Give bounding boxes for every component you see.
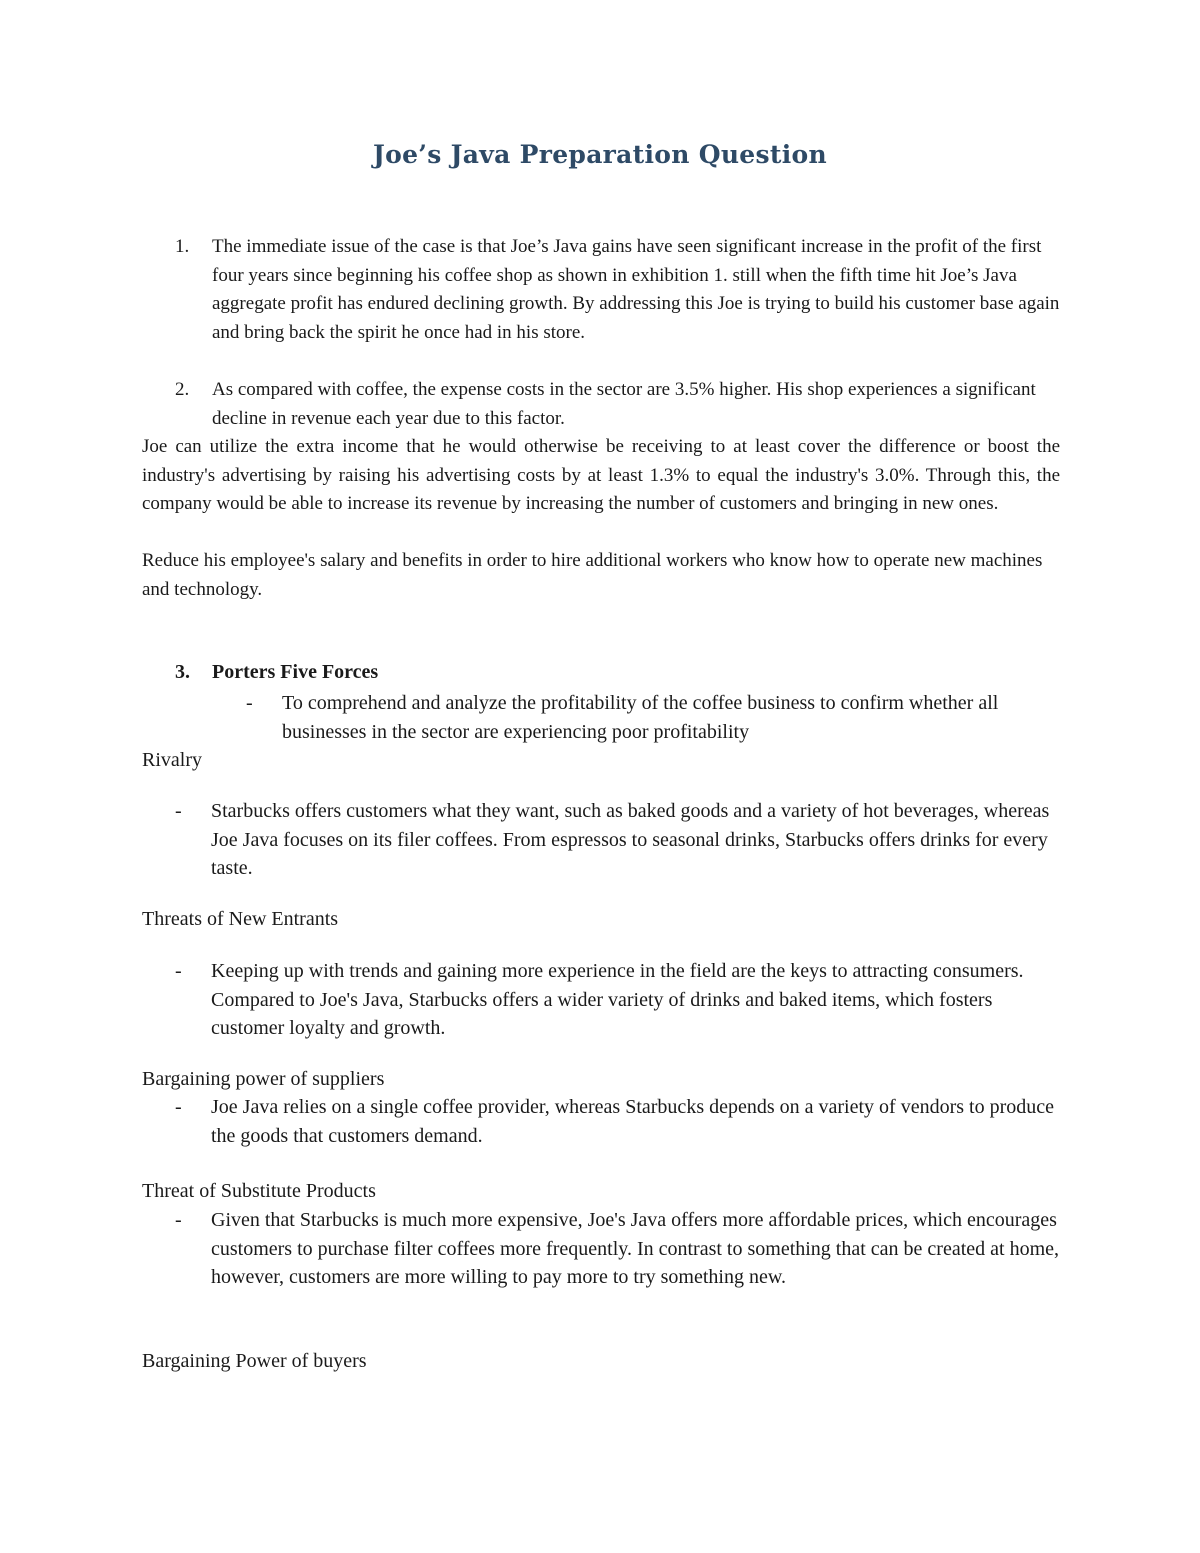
bullet-text: Keeping up with trends and gaining more experience in the field are the keys to attracting consumers. Compared to Joe's Java, Starbucks offers a wider variety of drinks and baked items, which fosters customer loyalty and growth.	[211, 960, 1024, 1040]
dash-marker: -	[175, 1096, 182, 1118]
suppliers-label: Bargaining power of suppliers	[142, 1068, 385, 1090]
dash-marker: -	[246, 692, 253, 714]
bullet-text: Starbucks offers customers what they want, such as baked goods and a variety of hot beverages, whereas Joe Java focuses on its filer coffees. From espressos to seasonal drinks, Starbucks offers drinks for every taste.	[211, 800, 1050, 880]
dash-marker: -	[175, 1209, 182, 1231]
rivalry-label: Rivalry	[142, 749, 202, 771]
document-title: Joe’s Java Preparation Question	[372, 140, 827, 169]
new-entrants-label: Threats of New Entrants	[142, 908, 339, 930]
substitutes-label: Threat of Substitute Products	[142, 1180, 376, 1202]
porters-heading	[175, 661, 378, 684]
item-text: The immediate issue of the case is that Joe’s Java gains have seen significant increase in the profit of the first four years since beginning his coffee shop as shown in exhibition 1. still when the fifth time hit Joe’s Java aggregate profit has endured declining growth. By addressing this Joe is trying to build his customer base again and bring back the spirit he once had in his store.	[212, 236, 1060, 343]
dash-marker: -	[175, 800, 182, 822]
bullet-text: Given that Starbucks is much more expensive, Joe's Java offers more affordable prices, which encourages customers to purchase filter coffees more frequently. In contrast to something that can be created at home, however, customers are more willing to pay more to try something new.	[211, 1209, 1060, 1289]
bullet-text: Joe Java relies on a single coffee provider, whereas Starbucks depends on a variety of vendors to produce the goods that customers demand.	[211, 1096, 1054, 1147]
item-number: 3.	[175, 661, 190, 683]
item-number: 1.	[175, 236, 190, 257]
item-number: 2.	[175, 379, 190, 400]
bullet-text: To comprehend and analyze the profitability of the coffee business to confirm whether all businesses in the sector are experiencing poor profitability	[282, 692, 999, 743]
dash-marker: -	[175, 960, 182, 982]
item-text: As compared with coffee, the expense costs in the sector are 3.5% higher. His shop experiences a significant decline in revenue each year due to this factor.	[212, 379, 1036, 429]
heading-text: Porters Five Forces	[212, 661, 379, 683]
advertising-paragraph: Joe can utilize the extra income that he would otherwise be receiving to at least cover the difference or boost the industry's advertising by raising his advertising costs by at least 1.3% to equal the industry's 3.0%. Through this, the company would be able to increase its revenue by increasing the number of customers and bringing in new ones.	[142, 436, 1060, 515]
salary-paragraph: Reduce his employee's salary and benefits in order to hire additional workers who know how to operate new machines and technology.	[142, 550, 1043, 600]
buyers-label: Bargaining Power of buyers	[142, 1350, 367, 1372]
